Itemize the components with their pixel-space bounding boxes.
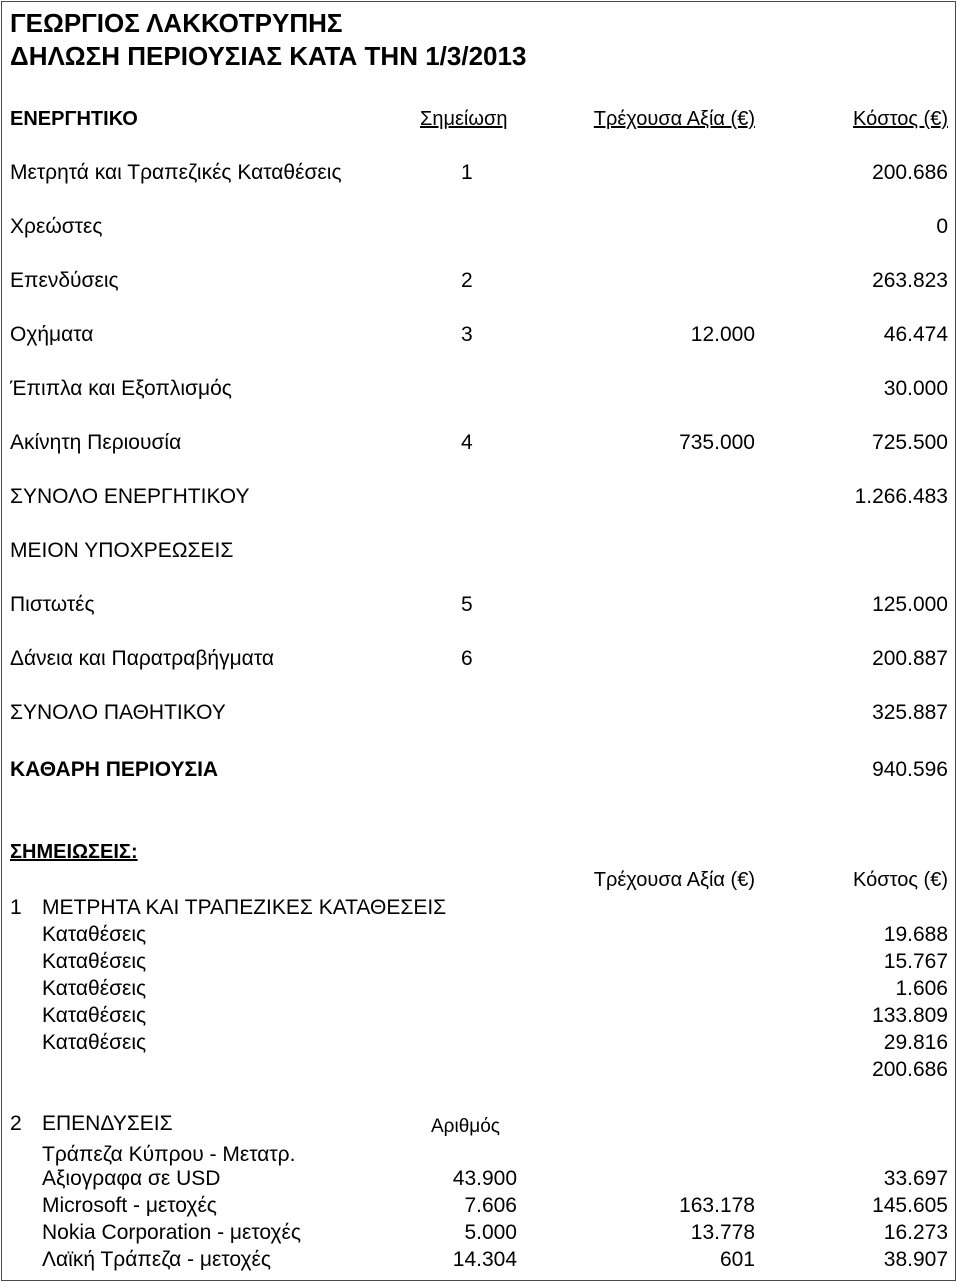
note1-item-cost: 29.816 [883,1031,948,1054]
note2-item-cost: 38.907 [883,1248,948,1271]
note2-item-current: 601 [719,1248,755,1271]
note2-item-count: 14.304 [452,1248,517,1271]
row-cost: 263.823 [872,269,948,292]
note2-subheader: Τράπεζα Κύπρου - Μετατρ. [42,1143,296,1166]
document-subtitle: ΔΗΛΩΣΗ ΠΕΡΙΟΥΣΙΑΣ ΚΑΤΑ ΤΗΝ 1/3/2013 [10,41,527,71]
notes-current-value-header: Τρέχουσα Αξία (€) [593,869,755,891]
row-label: Χρεώστες [10,215,103,238]
row-current-value: 12.000 [690,323,755,346]
note2-item-label: Microsoft - μετοχές [42,1194,217,1217]
note-column-header: Σημείωση [420,108,508,130]
note2-item-cost: 33.697 [883,1167,948,1190]
row-note: 6 [461,647,473,670]
row-cost: 46.474 [883,323,948,346]
note1-number: 1 [10,896,22,919]
note2-title: ΕΠΕΝΔΥΣΕΙΣ [42,1112,173,1135]
row-note: 4 [461,431,473,454]
note1-item-label: Καταθέσεις [42,1004,147,1027]
note1-item-cost: 19.688 [883,923,948,946]
note1-title: ΜΕΤΡΗΤΑ ΚΑΙ ΤΡΑΠΕΖΙΚΕΣ ΚΑΤΑΘΕΣΕΙΣ [42,896,447,919]
note2-item-cost: 145.605 [872,1194,948,1217]
row-note: 5 [461,593,473,616]
note1-item-cost: 1.606 [895,977,948,1000]
row-label: Πιστωτές [10,593,95,616]
row-current-value: 735.000 [679,431,755,454]
note2-item-count: 43.900 [452,1167,517,1190]
row-cost: 940.596 [872,758,948,781]
note2-item-cost: 16.273 [883,1221,948,1244]
row-cost: 125.000 [872,593,948,616]
row-label: Μετρητά και Τραπεζικές Καταθέσεις [10,161,342,184]
current-value-column-header: Τρέχουσα Αξία (€) [593,108,755,130]
row-note: 3 [461,323,473,346]
note2-item-count: 7.606 [464,1194,517,1217]
row-label: ΜΕΙΟΝ ΥΠΟΧΡΕΩΣΕΙΣ [10,539,234,562]
row-note: 1 [461,161,473,184]
note2-number: 2 [10,1112,22,1135]
note2-item-label: Λαϊκή Τράπεζα - μετοχές [42,1248,271,1271]
row-label: Οχήματα [10,323,94,346]
row-label: ΣΥΝΟΛΟ ΕΝΕΡΓΗΤΙΚΟΥ [10,485,250,508]
note2-item-label: Nokia Corporation - μετοχές [42,1221,301,1244]
document-title: ΓΕΩΡΓΙΟΣ ΛΑΚΚΟΤΡΥΠΗΣ [10,8,343,38]
notes-cost-header: Κόστος (€) [853,869,948,891]
row-cost: 0 [936,215,948,238]
note2-count-header: Αριθμός [431,1116,500,1137]
row-cost: 30.000 [883,377,948,400]
note1-item-label: Καταθέσεις [42,1031,147,1054]
note1-item-cost: 133.809 [872,1004,948,1027]
notes-heading: ΣΗΜΕΙΩΣΕΙΣ: [10,841,138,863]
row-label: Δάνεια και Παρατραβήγματα [10,647,274,670]
row-cost: 725.500 [872,431,948,454]
row-cost: 1.266.483 [854,485,948,508]
row-label: Έπιπλα και Εξοπλισμός [10,377,232,400]
note2-item-label: Αξιογραφα σε USD [42,1167,221,1190]
note1-item-label: Καταθέσεις [42,950,147,973]
row-label: ΚΑΘΑΡΗ ΠΕΡΙΟΥΣΙΑ [10,758,219,781]
row-label: ΣΥΝΟΛΟ ΠΑΘΗΤΙΚΟΥ [10,701,226,724]
row-cost: 200.686 [872,161,948,184]
cost-column-header: Κόστος (€) [853,108,948,130]
note2-item-current: 13.778 [690,1221,755,1244]
note1-item-label: Καταθέσεις [42,923,147,946]
document-frame [1,1,956,1281]
note1-item-label: Καταθέσεις [42,977,147,1000]
note1-item-cost: 15.767 [883,950,948,973]
note1-total: 200.686 [872,1058,948,1081]
row-note: 2 [461,269,473,292]
note2-item-current: 163.178 [679,1194,755,1217]
note2-item-count: 5.000 [464,1221,517,1244]
row-cost: 200.887 [872,647,948,670]
row-label: Ακίνητη Περιουσία [10,431,182,454]
row-cost: 325.887 [872,701,948,724]
asset-column-header: ΕΝΕΡΓΗΤΙΚΟ [10,108,138,130]
row-label: Επενδύσεις [10,269,119,292]
